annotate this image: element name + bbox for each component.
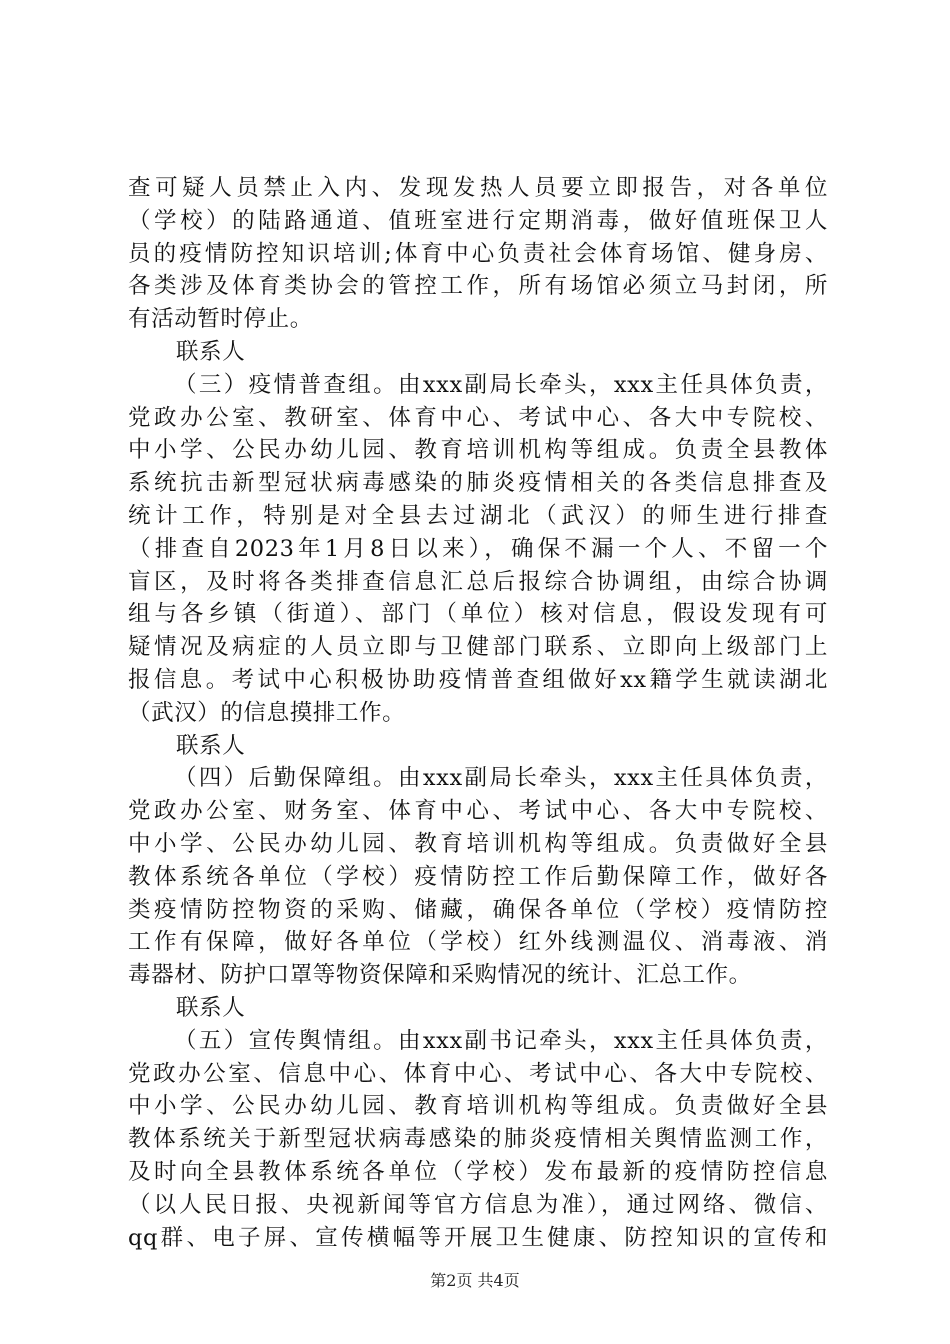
text-line: qq群、电子屏、宣传横幅等开展卫生健康、防控知识的宣传和 bbox=[128, 1224, 828, 1251]
text-line: （以人民日报、央视新闻等官方信息为准），通过网络、微信、 bbox=[128, 1191, 828, 1218]
text-line: 员的疫情防控知识培训;体育中心负责社会体育场馆、健身房、 bbox=[128, 240, 828, 267]
text-line: 盲区，及时将各类排查信息汇总后报综合协调组，由综合协调 bbox=[128, 568, 828, 595]
text-line: 毒器材、防护口罩等物资保障和采购情况的统计、汇总工作。 bbox=[128, 962, 752, 989]
contact-label: 联系人 bbox=[176, 338, 246, 365]
text-line: 中小学、公民办幼儿园、教育培训机构等组成。负责做好全县 bbox=[128, 830, 828, 857]
text-line: 类疫情防控物资的采购、储藏，确保各单位（学校）疫情防控 bbox=[128, 896, 828, 923]
text-line: （武汉）的信息摸排工作。 bbox=[128, 699, 406, 726]
text-line: 报信息。考试中心积极协助疫情普查组做好xx籍学生就读湖北 bbox=[128, 666, 828, 693]
text-line: 教体系统关于新型冠状病毒感染的肺炎疫情相关舆情监测工作， bbox=[128, 1126, 828, 1153]
text-line: 中小学、公民办幼儿园、教育培训机构等组成。负责做好全县 bbox=[128, 1093, 828, 1120]
contact-label: 联系人 bbox=[176, 994, 246, 1021]
document-body bbox=[128, 172, 828, 1254]
text-line: 党政办公室、信息中心、体育中心、考试中心、各大中专院校、 bbox=[128, 1060, 828, 1087]
section-heading-line: （五）宣传舆情组。由xxx副书记牵头，xxx主任具体负责， bbox=[174, 1027, 828, 1054]
text-line: （学校）的陆路通道、值班室进行定期消毒，做好值班保卫人 bbox=[128, 207, 828, 234]
section-heading-line: （四）后勤保障组。由xxx副局长牵头，xxx主任具体负责， bbox=[174, 765, 828, 792]
contact-label: 联系人 bbox=[176, 732, 246, 759]
text-line: 党政办公室、教研室、体育中心、考试中心、各大中专院校、 bbox=[128, 404, 828, 431]
text-line: 教体系统各单位（学校）疫情防控工作后勤保障工作，做好各 bbox=[128, 863, 828, 890]
text-line: 疑情况及病症的人员立即与卫健部门联系、立即向上级部门上 bbox=[128, 634, 828, 661]
text-line: 系统抗击新型冠状病毒感染的肺炎疫情相关的各类信息排查及 bbox=[128, 470, 828, 497]
text-line: 组与各乡镇（街道）、部门（单位）核对信息，假设发现有可 bbox=[128, 601, 828, 628]
section-heading-line: （三）疫情普查组。由xxx副局长牵头，xxx主任具体负责， bbox=[174, 371, 828, 398]
text-line: 党政办公室、财务室、体育中心、考试中心、各大中专院校、 bbox=[128, 798, 828, 825]
text-line: 有活动暂时停止。 bbox=[128, 306, 313, 333]
text-line: 中小学、公民办幼儿园、教育培训机构等组成。负责全县教体 bbox=[128, 437, 828, 464]
text-line: 工作有保障，做好各单位（学校）红外线测温仪、消毒液、消 bbox=[128, 929, 828, 956]
text-line: 及时向全县教体系统各单位（学校）发布最新的疫情防控信息 bbox=[128, 1158, 828, 1185]
page-footer: 第2页 共4页 bbox=[430, 1271, 520, 1290]
text-line: 统计工作，特别是对全县去过湖北（武汉）的师生进行排查 bbox=[128, 502, 828, 529]
text-line: （排查自2023年1月8日以来），确保不漏一个人、不留一个 bbox=[128, 535, 828, 562]
text-line: 查可疑人员禁止入内、发现发热人员要立即报告，对各单位 bbox=[128, 175, 828, 201]
text-line: 各类涉及体育类协会的管控工作，所有场馆必须立马封闭，所 bbox=[128, 273, 828, 300]
